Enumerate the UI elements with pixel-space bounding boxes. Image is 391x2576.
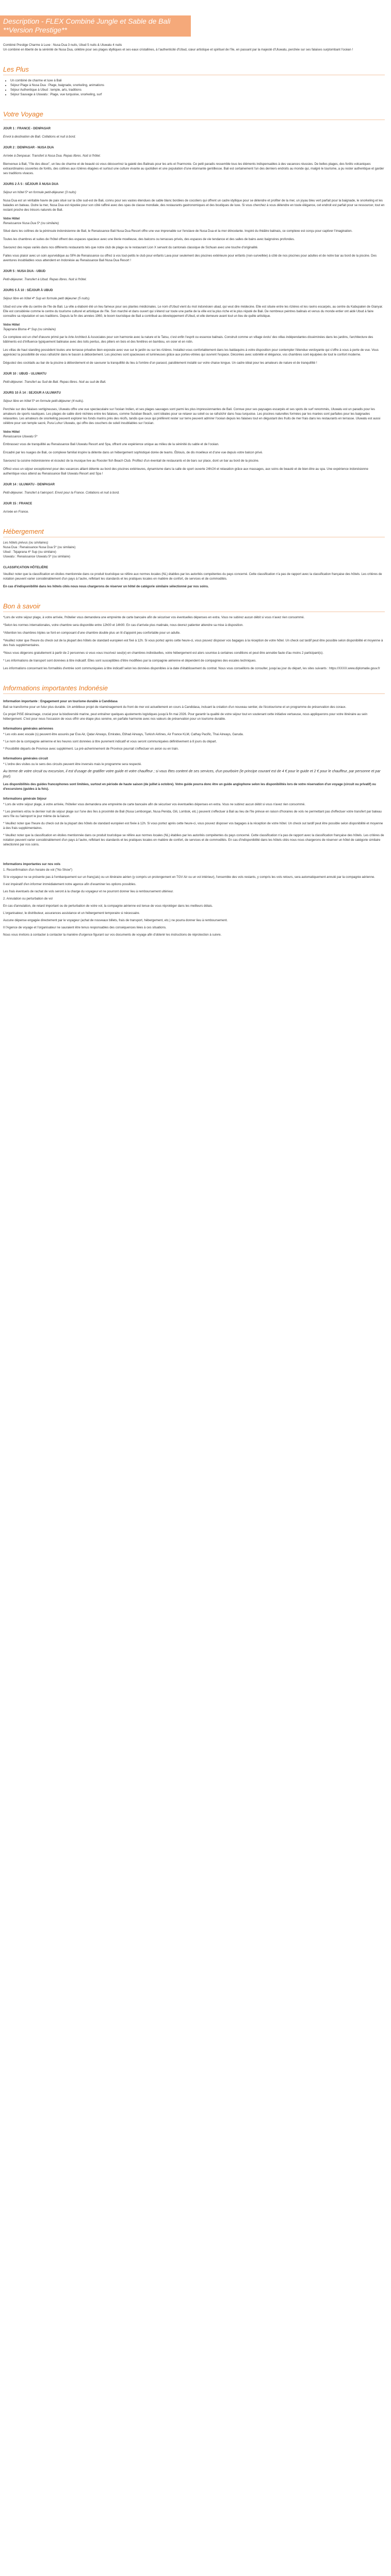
hotel-label: Votre Hôtel bbox=[3, 323, 20, 327]
day-title: JOUR 10 : UBUD - ULUWATU bbox=[3, 372, 46, 376]
section-heading-bon-a-savoir: Bon à savoir bbox=[3, 602, 385, 612]
day-title: JOURS 10 À 14 : SEJOUR A ULUWATU bbox=[3, 391, 61, 395]
hotel-paragraph: Ce complexe est un chef d'œuvre primé par le Arte Architect & Associates pour son harmonie avec la nature et le Tatsu, c'est enfin l'esprit ou essence balinais. Construit comme un village évolu' des villas indépendantes disséminées dans les jardins, l'architecture des bâtiments est d'influence typiquement balinaise avec des toits pentus, des piliers en bois et des fenêtres en bambou, en osier et en rotin. bbox=[3, 335, 373, 344]
day-paragraph: Ubud est une ville du centre de l'île de Bali. La ville a élaboré été un lieu fameux pour ses plantes médicinales. Le nom d'Ubud vient du mot indonésien ubad, qui veut dire médecine. Elle est située entre les rizières et les ravins escarpés, au centre du Kabupaten de Gianyar. Elle est considérée comme le centre du tourisme culturel et artistique de l'île. Son marché et dans ouvert qui s'étend sur toute une partie de la ville est la plus riche et le plus réputé de Bali. De nombreux peintres balinais et venus du monde entier ont aidé Ubud à faire connaître sa réputation et ses traditions. Depuis la fin des années 1960, le boom touristique de Bali a contribué au développement d'Ubud, et elle demeure avant tout un lieu de quête artistique. bbox=[3, 305, 383, 318]
info-paragraph: Aucune dépense engagée directement par le voyageur (achat de nouveaux billets, frais de transport, hébergement, etc.) ne pourra donner lieu à remboursement. bbox=[3, 919, 228, 922]
info-heading: Informations générales circuit bbox=[3, 757, 48, 760]
section-heading-hebergement: Hébergement bbox=[3, 528, 385, 537]
info-paragraph: Au terme de votre circuit ou excursion, il est d'usage de gratifier votre guide et votre chauffeur ; si vous êtes content de ses services, d'un pourboire (le principe courant est de 4 € pour le guide et 2 € pour le chauffeur, par personne et par jour). bbox=[3, 770, 381, 778]
hotel-block bbox=[3, 323, 385, 332]
section-heading-infos: Informations importantes Indonésie bbox=[3, 684, 385, 694]
day-title: JOURS 2 À 5 : SÉJOUR À NUSA DUA bbox=[3, 182, 59, 186]
day-block bbox=[3, 182, 385, 263]
info-block-circuit bbox=[3, 756, 385, 791]
hotel-paragraph: Dégustez des cocktails au bar de la piscine à débordement et de savourer la tranquillité du lieu à l'ombre d'un parasol, paisiblement installé sur votre chaise longue. Un cadre idéal pour les amateurs de nature et de tranquillité ! bbox=[3, 361, 317, 365]
classification-heading: CLASSIFICATION HÔTELIÈRE bbox=[3, 566, 48, 569]
info-heading: Informations générales aériennes bbox=[3, 727, 54, 731]
hotel-paragraph: Savourez la cuisine indonésienne et écoutez de la musique live au Rooster fish Beach Club. Profitez d'un éventail de restaurants et de bars sur place, dont un bar au bord de la piscine. bbox=[3, 459, 259, 463]
day-subtitle: Envol à destination de Bali. Collations et nuit à bord. bbox=[3, 135, 76, 139]
day-block bbox=[3, 482, 385, 495]
info-paragraph: * Le nom de la compagnie aérienne et les heures sont données à titre purement indicatif et vous seront communiquées définitivement à 8 jours du départ. bbox=[3, 740, 217, 743]
plus-list bbox=[3, 78, 385, 97]
bon-a-savoir-block bbox=[3, 615, 385, 671]
hotel-name: Renaissance Nusa Dua 5* (ou similaire) bbox=[3, 222, 59, 225]
info-paragraph: Si le voyageur ne se présente pas à l'embarquement sur un franç(ais) ou un itinéraire aérien (y compris un prolongement en TGV Air ou un vol intérieur), l'ensemble des vols restants, y compris les vols retours, sera automatiquement annulé par la compagnie aérienne. bbox=[3, 875, 375, 879]
hotel-paragraph: Savourez des repas variés dans nos différents restaurants tels que notre club de plage ou le restaurant Lion X servant du cantonais classique de Sichuan avec une touche d'originalité. bbox=[3, 246, 258, 249]
page-title: Description - FLEX Combiné Jungle et Sable de Bali **Version Prestige** bbox=[0, 15, 191, 37]
info-paragraph: Nous vous invitons à contacter à contacter la manière d'urgence figurant sur vos documents de voyage afin d'obtenir les instructions de réprotection à suivre. bbox=[3, 933, 222, 937]
hotel-paragraph: Toutes les chambres et suites de l'hôtel offrent des espaces spacieux avec une literie moelleuse, des balcons ou terrasses privés, des espaces de vie tendance et des salles de bains avec baignoires profondes. bbox=[3, 238, 295, 241]
section-heading-plus: Les Plus bbox=[3, 65, 385, 75]
bon-a-savoir-paragraph: *Selon les normes internationales, votre chambre sera disponible entre 12h00 et 14h00. En cas d'arrivée plus matinale, nous devrez patienter attendre sa mise à disposition. bbox=[3, 623, 243, 627]
info-paragraph: Les frais éventuels de rachat de vols seront à la charge du voyageur et ne pourront donner lieu à remboursement ultérieur. bbox=[3, 890, 174, 893]
intro bbox=[3, 43, 385, 52]
hotel-paragraph: Encadré par les nuages de Bali, ce complexe familial inspire la détente dans un hébergement sophistiqué dorée de teams. Éblouis, de dis moelleux et d'une vue depuis votre balcon privé. bbox=[3, 451, 263, 454]
hotel-line: Nusa Dua : Renaissance Nusa Dua 5* (ou similaire) bbox=[3, 546, 76, 549]
day-title: JOUR 14 : ULUWATU - DENPASAR bbox=[3, 483, 55, 486]
info-paragraph: * Les premiers et/ou le dernier nuit de séjour plage sur l'une des îles à proximité de Bali (Nusa Lembongan, Nusa Penida, Gili, Lombok, etc.) peuvent s'effectuer à Bali au lieu de l'île prévue en raison d'horaires de vols ne permettant pas d'effectuer votre transfert par bateau vers l'île ou l'aéroport le jour même de la liaison. bbox=[3, 810, 382, 818]
list-item: • Séjour Sauvage à Uluwatu : Plage, vue turquoise, snorkeling, surf bbox=[10, 92, 385, 97]
hotel-label: Votre Hôtel bbox=[3, 217, 20, 221]
info-paragraph: Bali se transforme pour un futur plus durable. Un ambitieux projet de réaménagement du front de mer est actuellement en cours à Candidasa, incluant la création d'un nouveau sentier, de l'écotourisme et un programme de préservation des coraux. bbox=[3, 705, 347, 709]
classification-paragraph: Veuillez noter que la classification en étoiles mentionnée dans ce produit touristique se réfère aux normes locales (NL) établies par les autorités compétentes du pays concerné. Cette classification n'a pas de rapport avec la classification française des hôtels. Les critères de notation peuvent varier considérablement d'un pays à l'autre, reflétant les standards et les pratiques locales en matière de confort, de services et de commodités. bbox=[3, 572, 382, 581]
hotels-list-heading: Les hôtels prévus (ou similaires) bbox=[3, 541, 48, 545]
day-paragraph: Perchée sur des falaises vertigineuses, Uluwatu offre une vue spectaculaire sur l'océan Indien, et ses plages sauvages sont parmi les plus impressionnantes de Bali. Connue pour ses paysages escarpés et ses spots de surf renommés, Uluwatu est un paradis pour les amateurs de sports nautiques. Les plages de sable doré nichées entre les falaises, comme Suluban Beach, sont idéales pour se relaxer au soleil ou se rafraîchir dans l'eau turquoise. Les piscines naturelles formées par les marées sont parfaites pour les baignades relaxantes. Les amateurs de snorkeling peuvent explorer les fonds marins près des récifs, tandis que ceux qui préfèrent rester sur terre peuvent admirer l'océan depuis les falaises tout en dégustant des fruits de mer frais dans les restaurants en terrasse. Uluwatu est aussi célèbre pour son temple sacré, Pura Luhur Uluwatu, qui offre des couchers de soleil inoubliables sur l'océan. bbox=[3, 408, 381, 425]
info-heading: Information importante : Engagement pour un tourisme durable à Candidasa bbox=[3, 700, 118, 703]
day-subtitle: Arrivée en France. bbox=[3, 510, 29, 514]
info-block-vols bbox=[3, 862, 385, 937]
day-block bbox=[3, 501, 385, 514]
hotel-name: Tejaprana Bisma 4* Sup (ou similaire) bbox=[3, 328, 56, 331]
info-paragraph: * Les vols avec escale (s) peuvent être assurés par Eva Air, Qatar Airways, Emirates, Etihad Airways, Turkish Airlines, Air France KLM, Cathay Pacific, Thai Airways, Garuda. bbox=[3, 733, 244, 736]
content bbox=[0, 43, 391, 937]
hotel-paragraph: Faites vous plaisir avec un soin ayurvédique au SPA de Renaissance ou offrez à vos tout-petits le club pour enfants Lava pour seulement des piscines extérieure pour enfants (non-surveillée) à côté de nos piscines pour adultes et de notre bar au bord de la piscine. Des aventures inoubliables vous attendent en Indonésie au Renaissance Bali Nusa Dua Resort ! bbox=[3, 254, 377, 262]
info-paragraph: Les disponibilités des guides francophones sont limitées, surtout en période de haute saison (de juillet à octobre). Votre guide pourra donc être un guide anglophone selon les disponibilités lors de votre réservation d'un voyage (circuit ou privatif) ou d'excursions (guides à la fois). bbox=[3, 783, 376, 791]
section-heading-voyage: Votre Voyage bbox=[3, 110, 385, 120]
info-paragraph: Il est impératif d'en informer immédiatement notre agence afin d'examiner les options possibles. bbox=[3, 883, 137, 886]
intro-line: Un combiné en liberté de la sérénité de Nusa Dua, célèbre pour ses plages idylliques et ses eaux cristallines, à l'authenticité d'Ubud, cœur artistique et spirituel de l'île, en passant par la majesté d'Uluwatu, perchée sur ses falaises surplombant l'océan ! bbox=[3, 48, 353, 52]
info-paragraph: 2. Annulation ou perturbation de vol bbox=[3, 897, 53, 901]
bon-a-savoir-paragraph: *Lors de votre séjour plage, à votre arrivée, l'hôtelier vous demandera une empreinte de carte bancaire afin de sécuriser vos éventuelles dépenses en extra. Vous ne subirez aucun débit si vous n'avez rien consommé. bbox=[3, 616, 305, 619]
info-heading: Informations générale Séjour bbox=[3, 797, 47, 801]
hotel-paragraph: Situé dans les collines de la péninsule indonésienne de Bali, le Renaissance Bali Nusa Dua Resort offre une vue imprenable sur l'enclave de Nusa Dua et la mer étincelante. Inspiré du théâtre balinais, ce complexe est conçu pour captiver l'imagination. bbox=[3, 229, 353, 233]
info-paragraph: * Possibilité départs de Province avec supplément. La pré-acheminement de Province pourrait s'effectuer en avion ou en train. bbox=[3, 747, 179, 751]
intro-line: Combiné Prestige Charme à Luxe : Nusa Dua 3 nuits, Ubud 5 nuits & Uluwatu 4 nuits bbox=[3, 43, 122, 47]
day-paragraph: Nusa Dua est un véritable havre de paix situé sur la côte sud-est de Bali, connu pour ses vastes étendues de sable blanc bordées de cocotiers qui offrent un cadre idyllique pour se détendre et profiter de la mer, un joyau bleu vert parfait pour la baignade, le snorkeling et les balades en bateau. Outre la mer, Nusa Dua est réputée pour son côté raffiné avec des spas de classe mondiale, des restaurants gastronomiques et des boutiques de luxe. Si vous cherchez à vous détendre en toute élégance, cet endroit est parfait pour se ressourcer, tout en restant proche des trésors naturels de Bali. bbox=[3, 199, 385, 212]
bon-a-savoir-paragraph: *Nous vous dégerons gratuitement à partir de 2 personnes si vous vous inscrivez seul(e) en chambres individuelles, votre hébergement est alors soumise à certaines conditions et peut être annulée faute d'au moins 2 participant(s). bbox=[3, 651, 324, 655]
day-title: JOUR 15 : FRANCE bbox=[3, 502, 32, 505]
page bbox=[0, 15, 391, 937]
info-paragraph: 1. Reconfirmation d'un horaire de vol ("No Show") bbox=[3, 868, 73, 872]
day-block bbox=[3, 371, 385, 384]
day-subtitle: Séjour libre en hôtel 4* Sup en formule petit déjeuner (5 nuits). bbox=[3, 297, 90, 300]
day-block bbox=[3, 145, 385, 176]
hotel-line: Uluwatu : Renaissance Uluwatu 5* (ou similaire) bbox=[3, 555, 71, 558]
info-block-sejour bbox=[3, 796, 385, 847]
bon-a-savoir-paragraph: * Les informations de transport sont données à titre indicatif. Elles sont susceptibles d'être modifiées par la compagnie aérienne et dépendent de compagnies des escales techniques. bbox=[3, 659, 256, 663]
list-item: • Séjour Plage à Nusa Dua : Plage, baignade, snorkeling, animations bbox=[10, 83, 385, 88]
classification-bold: En cas d'indisponibilité dans les hôtels cités nous nous chargerons de réserver un hôtel de catégorie similaire sélectionné par nos soins. bbox=[3, 585, 209, 588]
list-item: • Un combiné de charme et luxe à Bali bbox=[10, 78, 385, 83]
day-subtitle: Petit-déjeuner. Transfert à l'aéroport. Envol pour la France. Collations et nuit à bord. bbox=[3, 491, 120, 495]
info-paragraph: Ce projet PISE déracinage, crucial pour la biodiversité marine, peut entraîner quelques ajustements logistiques jusqu'à fin mai 2026. Pour garantir la qualité de votre séjour tout en soutenant cette initiative vertueuse, nous appliquerons pour votre itinéraire au sein hébergement. C'est pour nous l'occasion de vous offrir une étape plus sereine, en parfaite harmonie avec nos valeurs de préservation pour un tourisme durable. bbox=[3, 713, 368, 721]
bon-a-savoir-paragraph: Les informations concernant les formalités d'entrée sont communiquées à titre indicatif selon les données disponibles à la date d'établissement du contrat. Nous vous conseillons de consulter, jusqu'au jour du départ, les sites suivants : https://XXXX.www.diplomatie.gouv.fr bbox=[3, 667, 380, 670]
day-subtitle: Petit-déjeuner. Transfert à Ubud. Repas libres. Nuit à l'hôtel. bbox=[3, 278, 87, 281]
info-paragraph: Il l'Agence de voyage et l'organisateur ne sauraient être tenus responsables des conséquences liées à ces situations. bbox=[3, 926, 167, 929]
day-subtitle: Séjour en hôtel 5* en formule petit-déjeuner (3 nuits) bbox=[3, 191, 76, 194]
info-block-important bbox=[3, 699, 385, 721]
hotel-label: Votre Hôtel bbox=[3, 430, 20, 434]
list-item: • Séjour Authentique à Ubud : temple, arts, traditions bbox=[10, 88, 385, 92]
day-subtitle: Arrivée à Denpasar. Transfert à Nusa Dua. Repas libres. Nuit à l'hôtel. bbox=[3, 154, 101, 158]
info-paragraph: L'organisateur, le distributeur, assurances assistance et un hébergement temporaire si nécessaire. bbox=[3, 911, 140, 915]
hotel-block bbox=[3, 216, 385, 226]
info-paragraph: * Veuillez noter que la classification en étoiles mentionnée dans ce produit touristique se réfère aux normes locales (NL) établies par les autorités compétentes du pays concerné. Cette classification n'a pas de rapport avec la classification française des hôtels. Les critères de notation peuvent varier considérablement d'un pays à l'autre, reflétant les standards et les pratiques locales en matière de confort, de services et de commodités. En cas d'indisponibilité dans les hôtels cités nous nous chargerons de réserver un hôtel de catégorie similaire sélectionné par nos soins. bbox=[3, 834, 384, 846]
hotel-name: Renaissance Uluwatu 5* bbox=[3, 435, 38, 438]
day-title: JOUR 5 : NUSA DUA - UBUD bbox=[3, 269, 46, 273]
hotel-block bbox=[3, 430, 385, 439]
day-title: JOUR 2 : DENPASAR - NUSA DUA bbox=[3, 146, 54, 149]
info-heading: Informations importantes sur nos vols bbox=[3, 862, 61, 866]
info-paragraph: En cas d'annulation, de retard important ou de perturbation de votre vol, la compagnie aérienne est tenue de vous réprotéger dans les meilleurs délais. bbox=[3, 904, 213, 908]
hotel-paragraph: Embrassez vous de tranquillité au Renaissance Bali Uluwatu Resort and Spa, offrant une expérience unique au milieu de la sérénité du sable et de l'océan. bbox=[3, 443, 219, 446]
info-paragraph: * L'ordre des visites ou le sens des circuits peuvent être inversés mais le programme sera respecté. bbox=[3, 762, 142, 766]
bon-a-savoir-paragraph: *Attention les chambres triples se font en composant d'une chambre double plus un lit d'appoint peu confortable pour un adulte. bbox=[3, 631, 181, 635]
day-subtitle: Séjour libre en hôtel 5* en formule petit-déjeuner (4 nuits). bbox=[3, 399, 84, 403]
info-block-aeriennes bbox=[3, 726, 385, 751]
hotel-line: Ubud : Tejaprana 4* Sup (ou similaire) bbox=[3, 550, 56, 554]
hotel-paragraph: Offrez-vous un séjour exceptionnel pour des vacances alliant détente au bord des piscines extérieures, dynamisme dans la salle de sport ouverte 24h/24 et relaxation grâce aux massages, aux soins de beauté et de bien-être au spa. Une expérience indonésienne authentique vous attend au Renaissance Bali Uluwatu Resort and Spa ! bbox=[3, 467, 368, 476]
classification-block bbox=[3, 572, 385, 589]
day-title: JOURS 5 À 10 : SÉJOUR À UBUD bbox=[3, 289, 53, 292]
info-paragraph: * Lors de votre séjour plage, à votre arrivée, l'hôtelier vous demandera une empreinte de carte bancaire afin de sécuriser vos éventuelles dépenses en extra. Vous ne subirez aucun débit si vous n'avez rien consommé. bbox=[3, 803, 305, 806]
day-block bbox=[3, 391, 385, 476]
day-subtitle: Petit-déjeuner. Transfert au Sud de Bali. Repas libres. Nuit au sud de Bali. bbox=[3, 380, 106, 384]
day-block bbox=[3, 126, 385, 139]
day-block bbox=[3, 269, 385, 282]
bon-a-savoir-paragraph: *Veuillez noter que l'heure du check out de la plupart des hôtels de standard européen est fixé à 12h. Si vous portez après cette heure-ci, vous pouvez disposer vos bagages à la réception de votre hôtel. Un check out tardif peut être possible selon disponibilité et moyenne à des frais supplémentaires. bbox=[3, 639, 383, 647]
info-paragraph: * Veuillez noter que l'heure du check out de la plupart des hôtels de standard européen est fixée à 12h. Si vous portez après cette heure-ci, vous pouvez disposer vos bagages à la réception de votre hôtel. Un check out tardif peut être possible selon disponibilité et moyenne à des frais supplémentaires. bbox=[3, 822, 383, 830]
hotels-list bbox=[3, 540, 385, 559]
day-paragraph: Bienvenue à Bali, "l'île des dieux", un lieu de charme et de beauté où vous découvrirez la gaieté des Balinais pour les arts et l'harmonie. Ce petit paradis ressemble tous les éléments indispensables à des vacances réussies. De belles plages, des forêts volcaniques extraordinaires couvertes de forêts, des collines aux rizières étagées et surtout une culture vivante au quotidien et une population d'une étonnante gentillesse. Bali est certainement l'un des derniers endroits au monde qui, malgré le tourisme, a pu rester authentique et garder ses traditions vivaces. bbox=[3, 162, 384, 175]
day-title: JOUR 1 : FRANCE - DENPASAR bbox=[3, 127, 51, 130]
day-block bbox=[3, 288, 385, 365]
hotel-paragraph: Les villas de haut standing possèdent toutes une terrasse privative bien exposée avec vue sur le jardin ou sur les rizières. Installez-vous confortablement dans les baldaquins à votre disposition pour contempler l'étendue verdoyante qui s'offre à vous à perte de vue. Vous appréciez la possibilité de vous rafraîchir dans le bassin à débordement. Les piscines sont spacieuses et lumineuses grâce aux portes-vitrées qui ouvrent l'espace. Décorées avec sobriété et élégance, vos chambres sont équipées de tout le confort moderne. bbox=[3, 348, 379, 357]
